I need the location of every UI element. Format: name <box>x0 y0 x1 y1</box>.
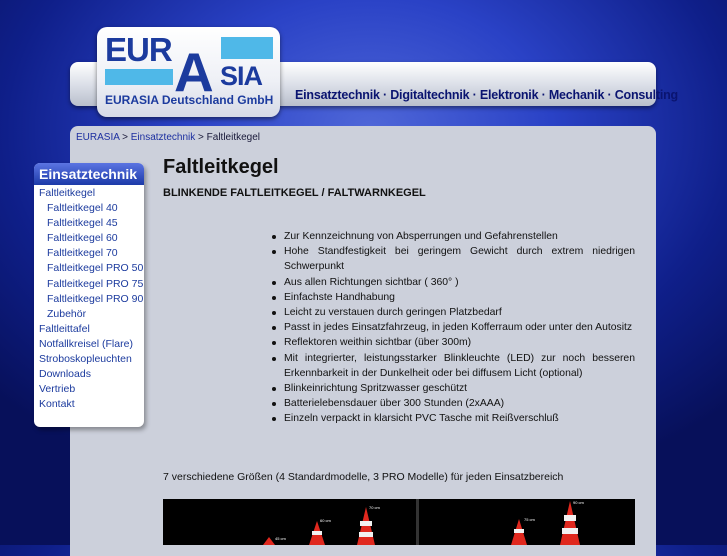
feature-item: Einzeln verpackt in klarsicht PVC Tasche mit Reißverschluß <box>270 411 635 426</box>
cone-size-label: 90 cm <box>573 500 584 505</box>
sidebar-nav <box>34 163 144 427</box>
cone-size-label: 60 cm <box>320 518 331 523</box>
logo-stripe <box>221 37 273 59</box>
feature-item: Mit integrierter, leistungsstarker Blinkleuchte (LED) zur noch besseren Erkennbarkeit in der Dunkelheit oder bei diffusem Licht (optional) <box>270 351 635 381</box>
breadcrumb-section-link[interactable]: Einsatztechnik <box>130 132 196 143</box>
feature-item: Zur Kennzeichnung von Absperrungen und Gefahrenstellen <box>270 229 635 244</box>
cone-size-label: 75 cm <box>524 517 535 522</box>
sidebar-heading[interactable]: Einsatztechnik <box>34 163 144 185</box>
breadcrumb-current: Faltleitkegel <box>206 132 261 143</box>
cone-sizes-image <box>163 499 635 545</box>
sidebar-item-faltleittafel[interactable]: Faltleittafel <box>39 322 90 335</box>
image-divider <box>416 499 419 545</box>
sidebar-item-faltleitkegel-pro-75[interactable]: Faltleitkegel PRO 75 <box>47 277 144 290</box>
cone-image <box>357 507 375 545</box>
eurasia-logo[interactable] <box>97 27 280 117</box>
sidebar-item-faltleitkegel[interactable]: Faltleitkegel <box>39 187 96 199</box>
sidebar-item-stroboskopleuchten[interactable]: Stroboskopleuchten <box>39 353 132 366</box>
feature-item: Blinkeinrichtung Spritzwasser geschützt <box>270 381 635 396</box>
breadcrumb-separator: > <box>119 132 131 143</box>
company-name: EURASIA Deutschland GmbH <box>105 93 274 107</box>
breadcrumb-home-link[interactable]: EURASIA <box>76 132 120 143</box>
sidebar-item-zubehoer[interactable]: Zubehör <box>47 307 87 320</box>
sidebar-item-faltleitkegel-60[interactable]: Faltleitkegel 60 <box>47 232 118 245</box>
feature-list <box>270 229 635 427</box>
sidebar-item-faltleitkegel-40[interactable]: Faltleitkegel 40 <box>47 202 118 215</box>
feature-item: Einfachste Handhabung <box>270 290 635 305</box>
logo-text-sia: SIA <box>220 61 263 91</box>
feature-item: Passt in jedes Einsatzfahrzeug, in jeden Kofferraum oder unter den Autositz <box>270 320 635 335</box>
feature-item: Leicht zu verstauen durch geringen Platzbedarf <box>270 305 635 320</box>
sidebar-item-notfallkreisel[interactable]: Notfallkreisel (Flare) <box>39 337 133 350</box>
cone-image <box>309 521 325 545</box>
feature-item: Batterielebensdauer über 300 Stunden (2xAAA) <box>270 396 635 411</box>
sidebar-item-faltleitkegel-70[interactable]: Faltleitkegel 70 <box>47 247 118 260</box>
sizes-text: 7 verschiedene Größen (4 Standardmodelle, 3 PRO Modelle) für jeden Einsatzbereich <box>163 471 564 483</box>
logo-text-eur: EUR <box>105 31 172 68</box>
feature-item: Hohe Standfestigkeit bei geringem Gewicht durch extrem niedrigen Schwerpunkt <box>270 244 635 274</box>
sidebar-item-downloads[interactable]: Downloads <box>39 368 91 381</box>
feature-item: Aus allen Richtungen sichtbar ( 360° ) <box>270 275 635 290</box>
sidebar-item-faltleitkegel-pro-90[interactable]: Faltleitkegel PRO 90 <box>47 292 144 305</box>
sidebar-item-vertrieb[interactable]: Vertrieb <box>39 383 76 396</box>
cone-image <box>511 519 527 545</box>
breadcrumb-separator: > <box>195 132 207 143</box>
feature-item: Reflektoren weithin sichtbar (über 300m) <box>270 335 635 350</box>
cone-size-label: 70 cm <box>369 505 380 510</box>
cone-image <box>263 537 275 545</box>
page-subtitle: BLINKENDE FALTLEITKEGEL / FALTWARNKEGEL <box>163 187 426 199</box>
cone-image <box>560 501 580 545</box>
sidebar-item-kontakt[interactable]: Kontakt <box>39 398 75 411</box>
sidebar-item-faltleitkegel-45[interactable]: Faltleitkegel 45 <box>47 217 118 230</box>
tagline: Einsatztechnik · Digitaltechnik · Elektronik · Mechanik · Consulting <box>295 88 678 102</box>
cone-size-label: 45 cm <box>275 536 286 541</box>
logo-text-a: A <box>174 41 214 103</box>
logo-stripe <box>105 69 173 85</box>
breadcrumb <box>76 132 260 143</box>
sidebar-item-faltleitkegel-pro-50[interactable]: Faltleitkegel PRO 50 <box>47 262 144 275</box>
page-title: Faltleitkegel <box>163 156 279 178</box>
